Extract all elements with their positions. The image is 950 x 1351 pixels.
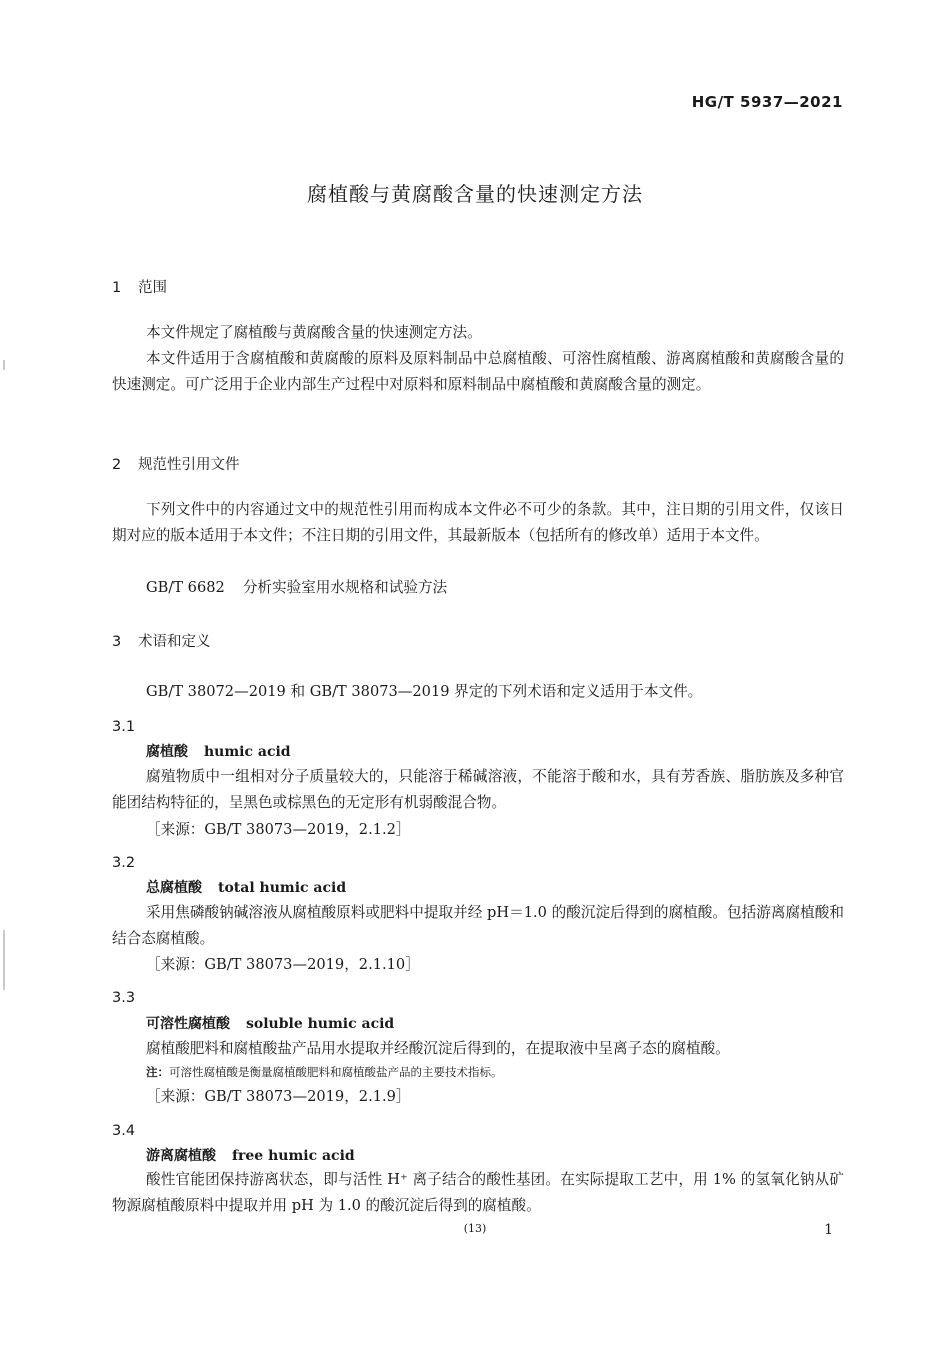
term-en: soluble humic acid [246,1016,395,1032]
note-text: 可溶性腐植酸是衡量腐植酸肥料和腐植酸盐产品的主要技术指标。 [169,1065,503,1079]
section-title: 规范性引用文件 [138,457,240,473]
scope-paragraph-2: 本文件适用于含腐植酸和黄腐酸的原料及原料制品中总腐植酸、可溶性腐植酸、游离腐植酸和黄腐酸含量的快速测定。可广泛用于企业内部生产过程中对原料和原料制品中腐植酸和黄腐酸含量的测定。 [112,350,844,393]
section-title: 范围 [138,280,167,296]
term-definition: 采用焦磷酸钠碱溶液从腐植酸原料或肥料中提取并经 pH＝1.0 的酸沉淀后得到的腐植酸。包括游离腐植酸和结合态腐植酸。 [112,904,844,947]
term-definition: 酸性官能团保持游离状态，即与活性 H⁺ 离子结合的酸性基团。在实际提取工艺中，用 1% 的氢氧化钠从矿物源腐植酸原料中提取并用 pH 为 1.0 的酸沉淀后得到的腐植酸。 [112,1171,844,1214]
section-number: 3 [112,634,122,650]
footer-center-number: (13) [463,1222,487,1235]
reference-title: 分析实验室用水规格和试验方法 [242,579,448,596]
page-number: 1 [824,1222,833,1238]
term-heading [146,877,346,897]
term-zh: 腐植酸 [146,744,188,760]
term-en: humic acid [204,744,291,760]
term-heading [146,1145,355,1165]
scan-edge-mark [3,360,5,370]
section-heading-terms [112,630,211,651]
scan-edge-mark [3,930,5,990]
reference-item [146,576,447,597]
section-title: 术语和定义 [138,634,211,650]
term-definition: 腐植酸肥料和腐植酸盐产品用水提取并经酸沉淀后得到的，在提取液中呈离子态的腐植酸。 [146,1040,730,1057]
section-number: 1 [112,280,122,296]
references-paragraph: 下列文件中的内容通过文中的规范性引用而构成本文件必不可少的条款。其中，注日期的引用文件，仅该日期对应的版本适用于本文件；不注日期的引用文件，其最新版本（包括所有的修改单）适用于本文件。 [112,501,844,544]
term-number: 3.1 [112,719,136,735]
reference-code: GB/T 6682 [146,579,225,596]
document-title: 腐植酸与黄腐酸含量的快速测定方法 [307,182,643,206]
term-note [146,1064,503,1080]
term-en: total humic acid [218,880,347,896]
term-number: 3.4 [112,1123,136,1139]
terms-intro: GB/T 38072—2019 和 GB/T 38073—2019 界定的下列术语和定义适用于本文件。 [146,683,703,700]
term-zh: 游离腐植酸 [146,1148,216,1164]
section-heading-normative-references [112,453,240,474]
term-source: ［来源：GB/T 38073—2019，2.1.2］ [146,821,411,838]
standard-code: HG/T 5937—2021 [691,93,843,111]
term-number: 3.2 [112,855,136,871]
note-label: 注： [146,1065,169,1079]
term-source: ［来源：GB/T 38073—2019，2.1.9］ [146,1088,411,1105]
term-source: ［来源：GB/T 38073—2019，2.1.10］ [146,956,420,973]
term-definition: 腐殖物质中一组相对分子质量较大的，只能溶于稀碱溶液，不能溶于酸和水，具有芳香族、脂肪族及多种官能团结构特征的，呈黑色或棕黑色的无定形有机弱酸混合物。 [112,768,844,811]
term-heading [146,1013,394,1033]
scope-paragraph-1: 本文件规定了腐植酸与黄腐酸含量的快速测定方法。 [146,324,482,341]
section-heading-scope [112,276,167,297]
term-en: free humic acid [232,1148,355,1164]
section-number: 2 [112,457,122,473]
term-heading [146,741,291,761]
term-number: 3.3 [112,990,136,1006]
term-zh: 可溶性腐植酸 [146,1016,230,1032]
term-zh: 总腐植酸 [146,880,202,896]
